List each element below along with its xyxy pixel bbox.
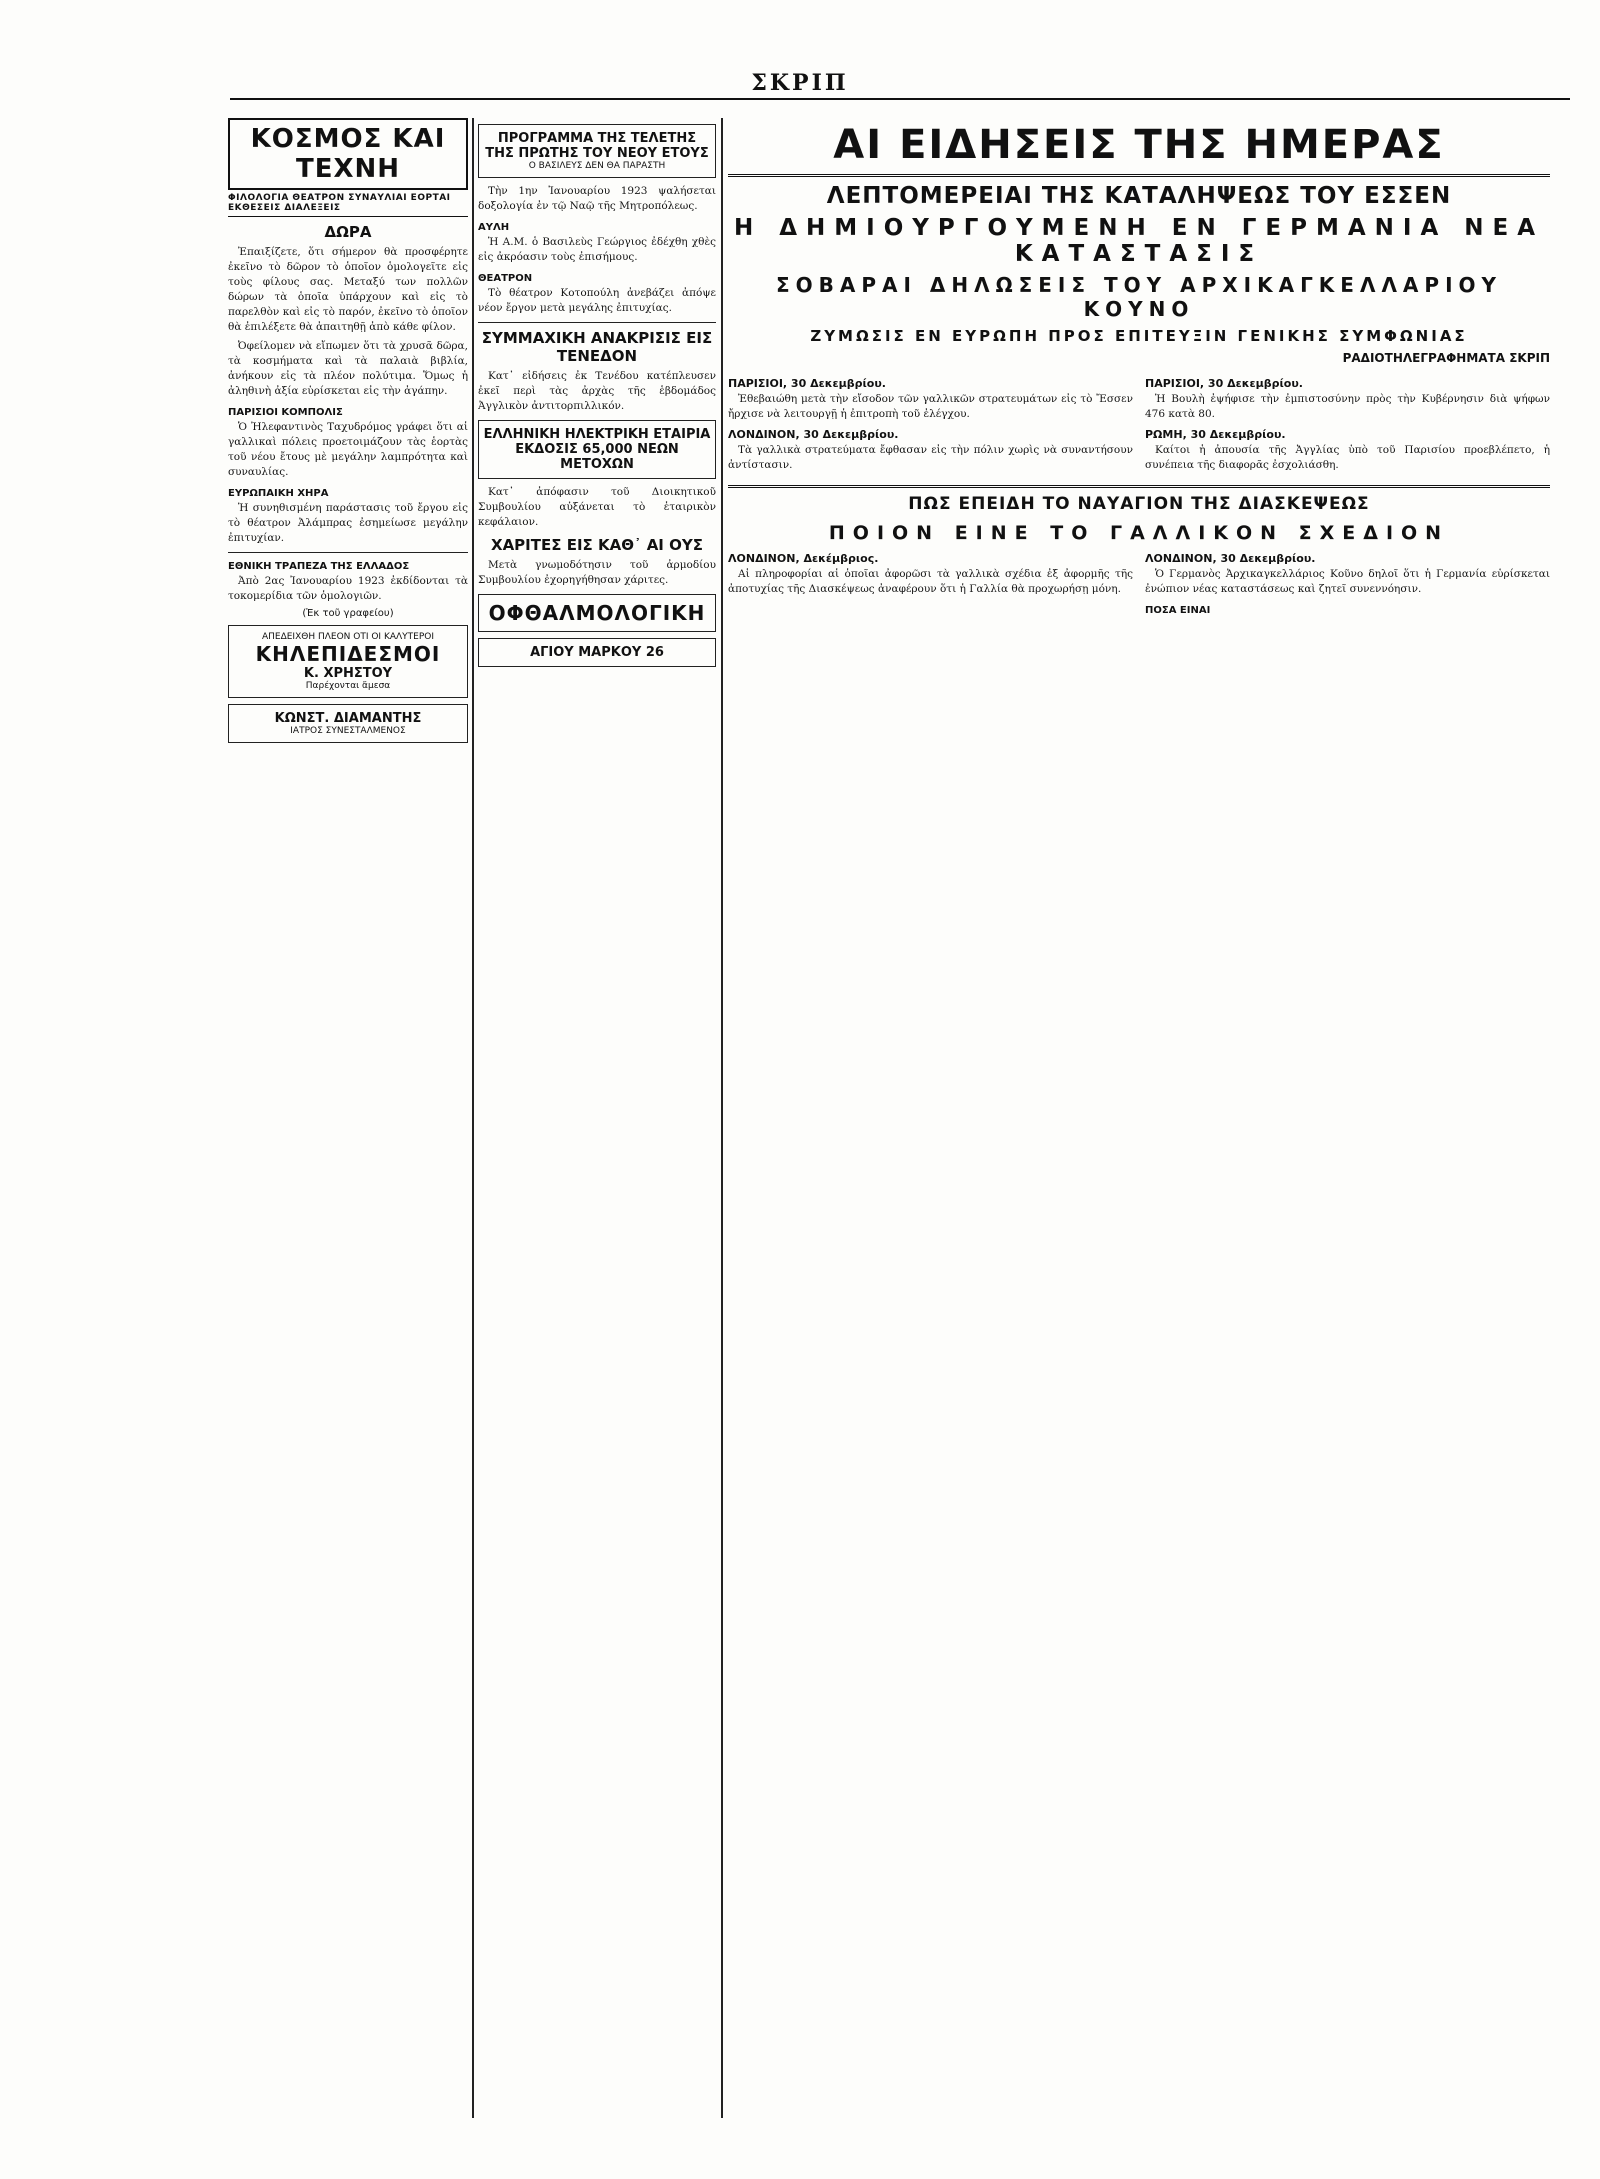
advertisement [228,704,468,743]
sub-headline: ΠΟΙΟΝ ΕΙΝΕ ΤΟ ΓΑΛΛΙΚΟΝ ΣΧΕΔΙΟΝ [828,522,1450,544]
ad-line: Παρέχονται ἄμεσα [305,681,391,691]
dispatch-column [1145,546,1550,618]
section-kicker: ΦΙΛΟΛΟΓΙΑ ΘΕΑΤΡΟΝ ΣΥΝΑΥΛΙΑΙ ΕΟΡΤΑΙ ΕΚΘΕΣΕΙΣ ΔΙΑΛΕΞΕΙΣ [228,190,468,217]
ad-title: ΟΦΘΑΛΜΟΛΟΓΙΚΗ [488,601,706,625]
column-arts [228,118,468,749]
section-label: ΑΥΛΗ [478,222,510,233]
ad-line: ΙΑΤΡΟΣ ΣΥΝΕΣΤΑΛΜΕΝΟΣ [290,726,406,736]
article-paragraph: Τὸ θέατρον Κοτοπούλη ἀνεβάζει ἀπόψε νέον ἔργον μετὰ μεγάλης ἐπιτυχίας. [478,287,716,314]
advertisement [478,638,716,667]
dateline: ΛΟΝΔΙΝΟΝ, Δεκέμβριος. [728,552,879,565]
section-label: ΠΟΣΑ ΕΙΝΑΙ [1145,605,1211,616]
masthead-rule [230,98,1570,100]
article-title: ΣΥΜΜΑΧΙΚΗ ΑΝΑΚΡΙΣΙΣ ΕΙΣ ΤΕΝΕΔΟΝ [481,329,713,365]
dispatch-text: Ἡ Βουλὴ ἐψήφισε τὴν ἐμπιστοσύνην πρὸς τὴν Κυβέρνησιν διὰ ψήφων 476 κατὰ 80. [1145,393,1550,420]
dispatch-text: Τὰ γαλλικὰ στρατεύματα ἔφθασαν εἰς τὴν πόλιν χωρὶς νὰ συναντήσουν ἀντίστασιν. [728,444,1133,471]
ad-name: ΚΩΝΣΤ. ΔΙΑΜΑΝΤΗΣ [274,711,422,726]
column-divider [721,118,723,2118]
deck: ΖΥΜΩΣΙΣ ΕΝ ΕΥΡΩΠΗ ΠΡΟΣ ΕΠΙΤΕΥΞΙΝ ΓΕΝΙΚΗΣ ΣΥΜΦΩΝΙΑΣ [810,327,1468,345]
section-label: ΕΥΡΩΠΑΙΚΗ ΧΗΡΑ [228,488,329,499]
dateline: ΛΟΝΔΙΝΟΝ, 30 Δεκεμβρίου. [1145,552,1316,565]
article-paragraph: Ὀφείλομεν νὰ εἴπωμεν ὅτι τὰ χρυσᾶ δῶρα, τὰ κοσμήματα καὶ τὰ παλαιὰ βιβλία, ἀνήκουν εἰς τὰ πλέον πολύτιμα. Ὅμως ἡ ἀληθινὴ ἀξία εὑρίσκεται εἰς τὴν ἀγάπην. [228,340,468,397]
note: (Ἐκ τοῦ γραφείου) [302,608,394,619]
sub-headline: ΠΩΣ ΕΠΕΙΔΗ ΤΟ ΝΑΥΑΓΙΟΝ ΤΗΣ ΔΙΑΣΚΕΨΕΩΣ [728,485,1550,514]
article-paragraph: Ἡ συνηθισμένη παράστασις τοῦ ἔργου εἰς τὸ θέατρον Ἀλάμπρας ἐσημείωσε μεγάλην ἐπιτυχίαν. [228,502,468,544]
ad-title: ΑΓΙΟΥ ΜΑΡΚΟΥ 26 [530,645,664,660]
dispatch-text: Καίτοι ἡ ἀπουσία τῆς Ἀγγλίας ὑπὸ τοῦ Παρισίου προεβλέπετο, ἡ συνέπεια τῆς διαφορᾶς ἐσχολιάσθη. [1145,444,1550,471]
article-paragraph: Ὁ Ἠλεφαντινὸς Ταχυδρόμος γράφει ὅτι αἱ γαλλικαὶ πόλεις προετοιμάζουν τὰς ἑορτὰς τοῦ νέου ἔτους μὲ μεγάλην λαμπρότητα καὶ συναυλίας. [228,421,468,478]
deck: Η ΔΗΜΙΟΥΡΓΟΥΜΕΝΗ ΕΝ ΓΕΡΜΑΝΙΑ ΝΕΑ ΚΑΤΑΣΤΑΣΙΣ [733,215,1545,267]
box-title: ΠΡΟΓΡΑΜΜΑ ΤΗΣ ΤΕΛΕΤΗΣ ΤΗΣ ΠΡΩΤΗΣ ΤΟΥ ΝΕΟΥ ΕΤΟΥΣ [485,131,709,161]
ad-title: ΚΗΛΕΠΙΔΕΣΜΟΙ [255,642,441,666]
ad-line: ΑΠΕΔΕΙΧΘΗ ΠΛΕΟΝ ΟΤΙ ΟΙ ΚΑΛΥΤΕΡΟΙ [261,632,435,642]
article-paragraph: Μετὰ γνωμοδότησιν τοῦ ἀρμοδίου Συμβουλίου ἐχορηγήθησαν χάριτες. [478,559,716,586]
article-title: ΧΑΡΙΤΕΣ ΕΙΣ ΚΑΘ᾽ ΑΙ ΟΥΣ [491,536,703,554]
column-divider [472,118,474,2118]
dispatch-columns [728,546,1550,618]
article-paragraph: Ἡ Α.Μ. ὁ Βασιλεὺς Γεώργιος ἐδέχθη χθὲς εἰς ἀκρόασιν τοὺς ἐπισήμους. [478,236,716,263]
ad-title: ΕΛΛΗΝΙΚΗ ΗΛΕΚΤΡΙΚΗ ΕΤΑΙΡΙΑ ΕΚΔΟΣΙΣ 65,000 ΝΕΩΝ ΜΕΤΟΧΩΝ [483,427,711,472]
advertisement [228,625,468,698]
section-label: ΠΑΡΙΣΙΟΙ ΚΟΜΠΟΛΙΣ [228,407,343,418]
deck: ΛΕΠΤΟΜΕΡΕΙΑΙ ΤΗΣ ΚΑΤΑΛΗΨΕΩΣ ΤΟΥ ΕΣΣΕΝ [826,183,1452,209]
dispatch-column [728,546,1133,618]
program-box [478,124,716,178]
column-news [478,118,716,673]
box-subtitle: Ο ΒΑΣΙΛΕΥΣ ΔΕΝ ΘΑ ΠΑΡΑΣΤΗ [528,161,666,171]
deck: ΣΟΒΑΡΑΙ ΔΗΛΩΣΕΙΣ ΤΟΥ ΑΡΧΙΚΑΓΚΕΛΛΑΡΙΟΥ ΚΟΥΝΟ [775,273,1502,321]
section-label: ΕΘΝΙΚΗ ΤΡΑΠΕΖΑ ΤΗΣ ΕΛΛΑΔΟΣ [228,561,410,572]
dateline: ΠΑΡΙΣΙΟΙ, 30 Δεκεμβρίου. [1145,377,1303,390]
dispatch-column [1145,371,1550,477]
section-label: ΘΕΑΤΡΟΝ [478,273,533,284]
dispatch-text: Αἱ πληροφορίαι αἱ ὁποῖαι ἀφορῶσι τὰ γαλλικὰ σχέδια ἐξ ἀφορμῆς τῆς ἀποτυχίας τῆς Διασκέψεως ἀναφέρουν ὅτι ἡ Γαλλία θὰ προχωρήσῃ μόνη. [728,568,1133,595]
article-title: ΔΩΡΑ [324,223,372,241]
article-paragraph: Ἐπαιξίζετε, ὅτι σήμερον θὰ προσφέρητε ἐκεῖνο τὸ δῶρον τὸ ὁποῖον ὁμολογεῖτε εἰς τοὺς φίλους σας. Μεταξύ των πολλῶν δώρων τὰ ὁποῖα ὑπάρχουν καὶ εἰς τὸ παρελθὸν καὶ εἰς τὸ παρόν, ἐκεῖνο τὸ ὁποῖον θὰ ἐπιλέξετε θὰ ἀπαιτηθῇ ἀπὸ κάθε φίλον. [228,246,468,333]
dispatch-text: Ἐθεβαιώθη μετὰ τὴν εἴσοδον τῶν γαλλικῶν στρατευμάτων εἰς τὸ Ἔσσεν ἤρχισε νὰ λειτουργῇ ἡ ἐπιτροπὴ τοῦ ἐλέγχου. [728,393,1133,420]
main-headline: ΑΙ ΕΙΔΗΣΕΙΣ ΤΗΣ ΗΜΕΡΑΣ [728,118,1550,177]
advertisement [478,420,716,479]
advertisement [478,594,716,632]
dateline: ΠΑΡΙΣΙΟΙ, 30 Δεκεμβρίου. [728,377,886,390]
ad-name: Κ. ΧΡΗΣΤΟΥ [303,666,393,681]
article-paragraph: Κατ᾽ ἀπόφασιν τοῦ Διοικητικοῦ Συμβουλίου αὐξάνεται τὸ ἑταιρικὸν κεφάλαιον. [478,486,716,528]
wire-label: ΡΑΔΙΟΤΗΛΕΓΡΑΦΗΜΑΤΑ ΣΚΡΙΠ [1342,351,1550,365]
article-paragraph: Τὴν 1ην Ἰανουαρίου 1923 ψαλήσεται δοξολογία ἐν τῷ Ναῷ τῆς Μητροπόλεως. [478,185,716,212]
divider [228,552,468,553]
column-headlines [728,118,1550,618]
article-paragraph: Ἀπὸ 2ας Ἰανουαρίου 1923 ἐκδίδονται τὰ τοκομερίδια τῶν ὁμολογιῶν. [228,575,468,602]
dateline: ΡΩΜΗ, 30 Δεκεμβρίου. [1145,428,1286,441]
article-paragraph: Κατ᾽ εἰδήσεις ἐκ Τενέδου κατέπλευσεν ἐκεῖ περὶ τὰς ἀρχὰς τῆς ἑβδομάδος Ἀγγλικὸν ἀντιτορπιλλικόν. [478,370,716,412]
dateline: ΛΟΝΔΙΝΟΝ, 30 Δεκεμβρίου. [728,428,899,441]
dispatch-column [728,371,1133,477]
dispatch-text: Ὁ Γερμανὸς Ἀρχικαγκελλάριος Κοῦνο δηλοῖ ὅτι ἡ Γερμανία εὑρίσκεται ἐνώπιον νέας καταστάσεως καὶ ζητεῖ συνεννόησιν. [1145,568,1550,595]
masthead: ΣΚΡΙΠ [751,70,849,96]
divider [478,322,716,323]
section-header: ΚΟΣΜΟΣ ΚΑΙ ΤΕΧΝΗ [228,118,468,190]
dispatch-columns [728,371,1550,477]
